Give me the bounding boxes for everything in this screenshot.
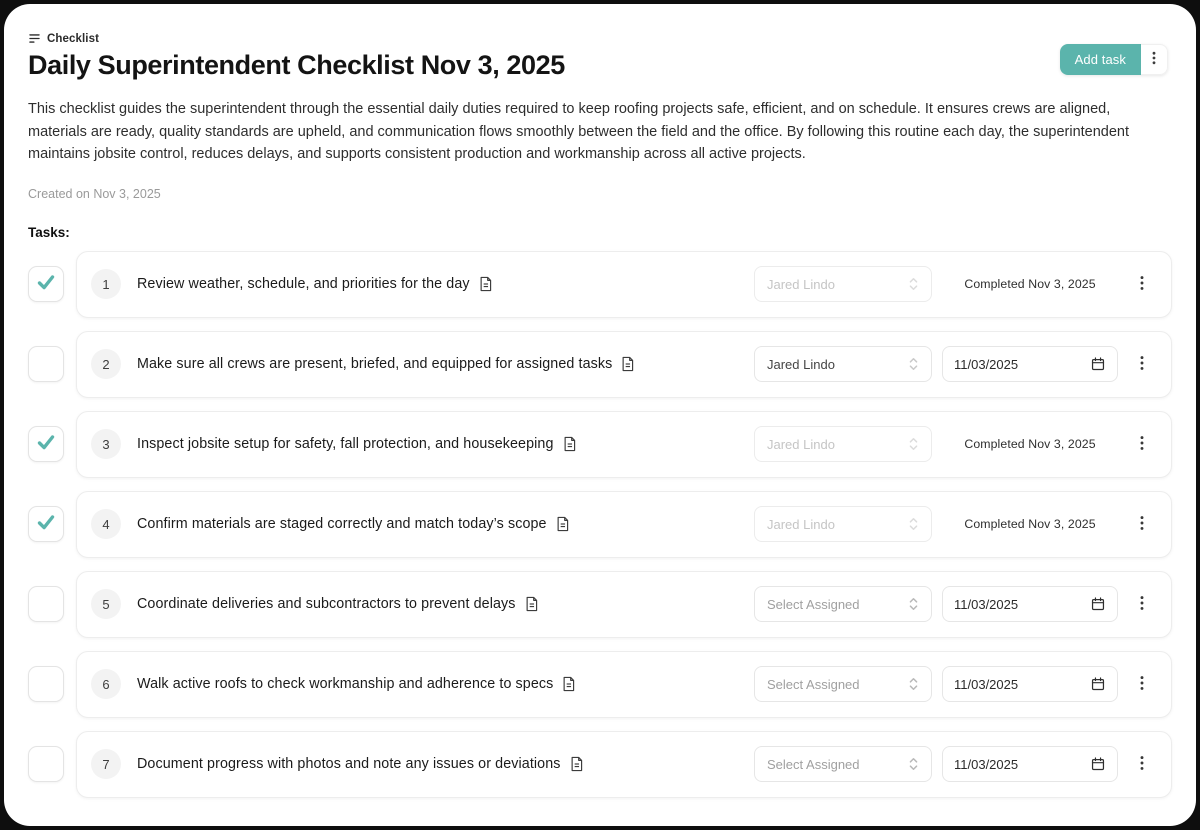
task-checkbox[interactable] <box>28 346 64 382</box>
assignee-select[interactable] <box>754 746 932 782</box>
unfold-chevron-icon <box>908 597 919 611</box>
checklist-page <box>4 4 1196 826</box>
task-checkbox[interactable] <box>28 506 64 542</box>
document-icon[interactable] <box>555 516 570 532</box>
assignee-value: Select Assigned <box>767 596 860 612</box>
due-date-input[interactable] <box>942 346 1118 382</box>
task-right-slot <box>942 277 1118 291</box>
task-text: Make sure all crews are present, briefed, and equipped for assigned tasks <box>137 356 613 373</box>
task-checkbox[interactable] <box>28 666 64 702</box>
header-kebab-menu-button[interactable] <box>1141 44 1168 75</box>
kebab-menu-icon <box>1148 51 1160 68</box>
kebab-menu-icon <box>1136 435 1148 454</box>
task-right-slot <box>942 437 1118 451</box>
task-checkbox[interactable] <box>28 266 64 302</box>
checklist-description: This checklist guides the superintendent through the essential daily duties required to keep roofing projects safe, efficient, and on schedule. It ensures crews are aligned, materials are ready, quality standards are upheld, and communication flows smoothly between the field and the office. By following this routine each day, the superintendent maintains jobsite control, reduces delays, and supports consistent production and workmanship across all active projects. <box>28 101 1130 163</box>
document-icon[interactable] <box>620 356 635 372</box>
task-number: 5 <box>91 589 121 619</box>
task-row <box>28 571 1172 638</box>
task-row <box>28 731 1172 798</box>
task-right-slot <box>942 517 1118 531</box>
assignee-select[interactable] <box>754 586 932 622</box>
assignee-value: Jared Lindo <box>767 516 835 532</box>
task-card <box>76 651 1172 718</box>
unfold-chevron-icon <box>908 277 919 291</box>
task-row <box>28 491 1172 558</box>
assignee-value: Jared Lindo <box>767 276 835 292</box>
breadcrumb <box>28 32 1172 45</box>
task-number: 2 <box>91 349 121 379</box>
task-kebab-menu-button[interactable] <box>1131 266 1153 302</box>
kebab-menu-icon <box>1136 515 1148 534</box>
unfold-chevron-icon <box>908 357 919 371</box>
due-date-input[interactable] <box>942 746 1118 782</box>
task-kebab-menu-button[interactable] <box>1131 746 1153 782</box>
task-right-slot <box>942 746 1118 782</box>
created-date-label: Created on Nov 3, 2025 <box>28 186 161 201</box>
assignee-select[interactable] <box>754 506 932 542</box>
due-date-value: 11/03/2025 <box>954 596 1019 612</box>
assignee-value: Select Assigned <box>767 756 860 772</box>
checkmark-icon <box>34 270 58 299</box>
checkmark-icon <box>34 430 58 459</box>
task-card <box>76 731 1172 798</box>
task-kebab-menu-button[interactable] <box>1131 666 1153 702</box>
task-kebab-menu-button[interactable] <box>1131 586 1153 622</box>
page-title: Daily Superintendent Checklist Nov 3, 2025 <box>28 50 565 80</box>
assignee-value: Jared Lindo <box>767 436 835 452</box>
task-row <box>28 411 1172 478</box>
task-number: 1 <box>91 269 121 299</box>
task-number: 7 <box>91 749 121 779</box>
completed-status: Completed Nov 3, 2025 <box>964 277 1096 292</box>
task-checkbox[interactable] <box>28 746 64 782</box>
completed-status: Completed Nov 3, 2025 <box>964 517 1096 532</box>
task-number: 3 <box>91 429 121 459</box>
task-kebab-menu-button[interactable] <box>1131 426 1153 462</box>
due-date-value: 11/03/2025 <box>954 356 1019 372</box>
task-right-slot <box>942 586 1118 622</box>
kebab-menu-icon <box>1136 275 1148 294</box>
checklist-icon <box>28 32 41 45</box>
task-card <box>76 411 1172 478</box>
kebab-menu-icon <box>1136 675 1148 694</box>
task-text: Inspect jobsite setup for safety, fall protection, and housekeeping <box>137 436 554 453</box>
calendar-icon <box>1090 756 1106 772</box>
due-date-input[interactable] <box>942 666 1118 702</box>
task-right-slot <box>942 346 1118 382</box>
task-kebab-menu-button[interactable] <box>1131 346 1153 382</box>
task-number: 6 <box>91 669 121 699</box>
task-row <box>28 651 1172 718</box>
add-task-button[interactable]: Add task <box>1060 44 1141 75</box>
tasks-section-label: Tasks: <box>28 224 70 240</box>
task-text: Confirm materials are staged correctly and match today’s scope <box>137 516 547 533</box>
task-text: Coordinate deliveries and subcontractors to prevent delays <box>137 596 516 613</box>
task-row <box>28 331 1172 398</box>
unfold-chevron-icon <box>908 757 919 771</box>
task-card <box>76 331 1172 398</box>
calendar-icon <box>1090 676 1106 692</box>
task-text: Review weather, schedule, and priorities for the day <box>137 276 470 293</box>
task-number: 4 <box>91 509 121 539</box>
task-right-slot <box>942 666 1118 702</box>
task-row <box>28 251 1172 318</box>
header-actions <box>1060 44 1168 75</box>
document-icon[interactable] <box>478 276 493 292</box>
task-checkbox[interactable] <box>28 586 64 622</box>
checkmark-icon <box>34 510 58 539</box>
document-icon[interactable] <box>569 756 584 772</box>
completed-status: Completed Nov 3, 2025 <box>964 437 1096 452</box>
unfold-chevron-icon <box>908 677 919 691</box>
task-card <box>76 491 1172 558</box>
task-checkbox[interactable] <box>28 426 64 462</box>
assignee-value: Select Assigned <box>767 676 860 692</box>
breadcrumb-label: Checklist <box>47 32 100 45</box>
task-text: Document progress with photos and note any issues or deviations <box>137 756 561 773</box>
task-kebab-menu-button[interactable] <box>1131 506 1153 542</box>
assignee-select[interactable] <box>754 266 932 302</box>
due-date-input[interactable] <box>942 586 1118 622</box>
assignee-select[interactable] <box>754 426 932 462</box>
assignee-value: Jared Lindo <box>767 356 835 372</box>
due-date-value: 11/03/2025 <box>954 756 1019 772</box>
unfold-chevron-icon <box>908 437 919 451</box>
calendar-icon <box>1090 596 1106 612</box>
kebab-menu-icon <box>1136 595 1148 614</box>
task-text: Walk active roofs to check workmanship and adherence to specs <box>137 676 554 693</box>
assignee-select[interactable] <box>754 346 932 382</box>
document-icon[interactable] <box>562 436 577 452</box>
kebab-menu-icon <box>1136 755 1148 774</box>
due-date-value: 11/03/2025 <box>954 676 1019 692</box>
unfold-chevron-icon <box>908 517 919 531</box>
task-card <box>76 571 1172 638</box>
task-list <box>28 251 1172 798</box>
calendar-icon <box>1090 356 1106 372</box>
task-card <box>76 251 1172 318</box>
document-icon[interactable] <box>524 596 539 612</box>
kebab-menu-icon <box>1136 355 1148 374</box>
assignee-select[interactable] <box>754 666 932 702</box>
document-icon[interactable] <box>561 676 576 692</box>
